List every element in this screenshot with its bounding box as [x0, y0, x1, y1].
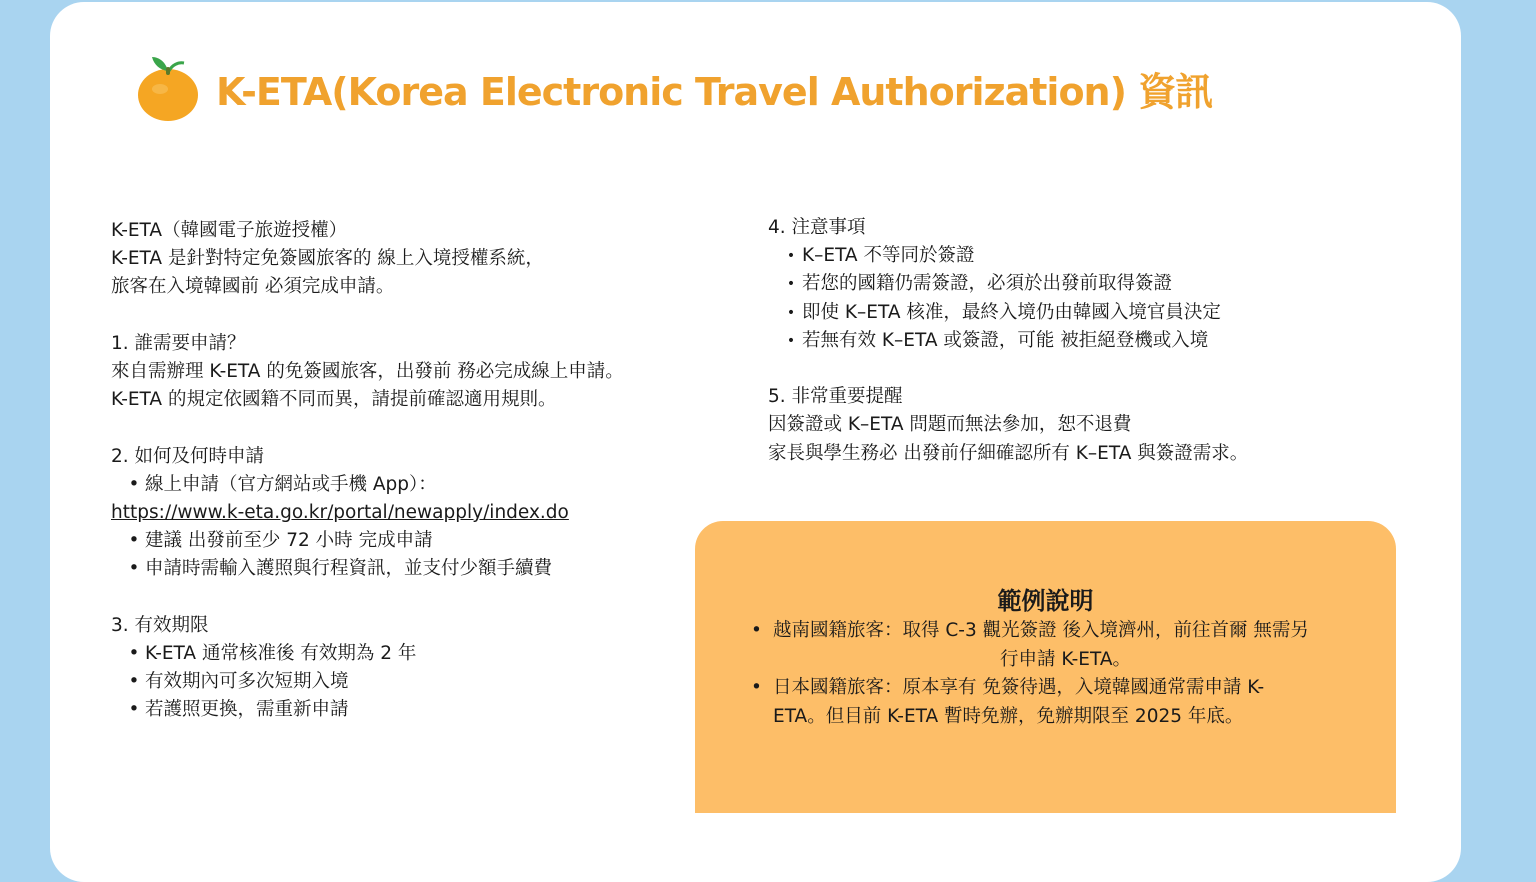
- section-3-bullet-3: 若護照更換，需重新申請: [145, 699, 349, 721]
- section-5-line-2: 家長與學生務必 出發前仔細確認所有 K–ETA 與簽證需求。: [768, 442, 1249, 464]
- example-box: [695, 521, 1396, 813]
- list-item: [751, 674, 1371, 731]
- section-4-bullet-4: 若無有效 K–ETA 或簽證，可能 被拒絕登機或入境: [802, 329, 1209, 351]
- list-item: [768, 327, 1248, 355]
- list-item: [111, 527, 624, 555]
- intro-line-2: K-ETA 是針對特定免簽國旅客的 線上入境授權系統，: [111, 248, 544, 270]
- example-2-line-1: 日本國籍旅客：原本享有 免簽待遇，入境韓國通常需申請 K-: [773, 677, 1265, 698]
- section-4-heading: 4. 注意事項: [768, 217, 866, 238]
- example-2-line-2: ETA。但目前 K-ETA 暫時免辦，免辦期限至 2025 年底。: [773, 705, 1244, 727]
- section-5-heading: 5. 非常重要提醒: [768, 386, 903, 408]
- page-header: [136, 52, 1212, 124]
- bullet-icon: •: [128, 473, 140, 495]
- bullet-icon: •: [786, 276, 796, 293]
- list-item: [111, 640, 624, 668]
- list-item: [751, 617, 1371, 674]
- section-5-line-1: 因簽證或 K–ETA 問題而無法參加，恕不退費: [768, 414, 1132, 436]
- right-column: [768, 214, 1248, 468]
- example-list: [751, 617, 1371, 731]
- online-apply-text: 線上申請（官方網站或手機 App）：: [145, 473, 437, 495]
- example-1-line-1: 越南國籍旅客：取得 C-3 觀光簽證 後入境濟州，前往首爾 無需另: [773, 620, 1309, 641]
- bullet-icon: •: [128, 671, 140, 693]
- keta-apply-link[interactable]: https://www.k-eta.go.kr/portal/newapply/index.do: [111, 502, 569, 523]
- section-3-heading: 3. 有效期限: [111, 614, 209, 636]
- bullet-icon: •: [128, 558, 140, 580]
- left-column: [111, 217, 624, 725]
- bullet-icon: •: [786, 304, 796, 321]
- tangerine-icon: [136, 53, 200, 123]
- list-item: [111, 668, 624, 696]
- section-4-bullet-3: 即使 K–ETA 核准，最終入境仍由韓國入境官員決定: [802, 301, 1221, 323]
- section-4-bullet-1: K–ETA 不等同於簽證: [802, 245, 975, 267]
- section-3-bullet-2: 有效期內可多次短期入境: [145, 671, 349, 693]
- example-1-line-2: 行申請 K-ETA。: [1000, 648, 1131, 670]
- section-4-bullet-2: 若您的國籍仍需簽證，必須於出發前取得簽證: [802, 273, 1173, 295]
- bullet-icon: •: [751, 620, 762, 641]
- bullet-icon: •: [128, 699, 140, 721]
- list-item: [111, 555, 624, 583]
- section-2-bullet-2: 申請時需輸入護照與行程資訊，並支付少額手續費: [145, 558, 553, 580]
- bullet-icon: •: [751, 677, 762, 698]
- section-1-line-2: K-ETA 的規定依國籍不同而異，請提前確認適用規則。: [111, 389, 557, 411]
- bullet-icon: •: [786, 248, 796, 265]
- bullet-icon: •: [128, 643, 140, 664]
- example-title: 範例說明: [997, 587, 1094, 615]
- section-2-bullet-1: 建議 出發前至少 72 小時 完成申請: [145, 530, 433, 552]
- list-item: [111, 471, 624, 499]
- list-item: [768, 270, 1248, 298]
- intro-line-3: 旅客在入境韓國前 必須完成申請。: [111, 276, 395, 298]
- intro-line-1: K-ETA（韓國電子旅遊授權）: [111, 220, 348, 241]
- section-1-heading: 1. 誰需要申請？: [111, 332, 246, 354]
- bullet-icon: •: [128, 530, 140, 552]
- section-2-heading: 2. 如何及何時申請: [111, 445, 265, 467]
- page-title: K-ETA(Korea Electronic Travel Authorization) 資訊: [216, 69, 1213, 114]
- list-item: [768, 242, 1248, 270]
- section-1-line-1: 來自需辦理 K-ETA 的免簽國旅客，出發前 務必完成線上申請。: [111, 361, 624, 382]
- section-3-bullet-1: K-ETA 通常核准後 有效期為 2 年: [145, 643, 417, 664]
- list-item: [111, 696, 624, 724]
- bullet-icon: •: [786, 332, 796, 349]
- list-item: [768, 299, 1248, 327]
